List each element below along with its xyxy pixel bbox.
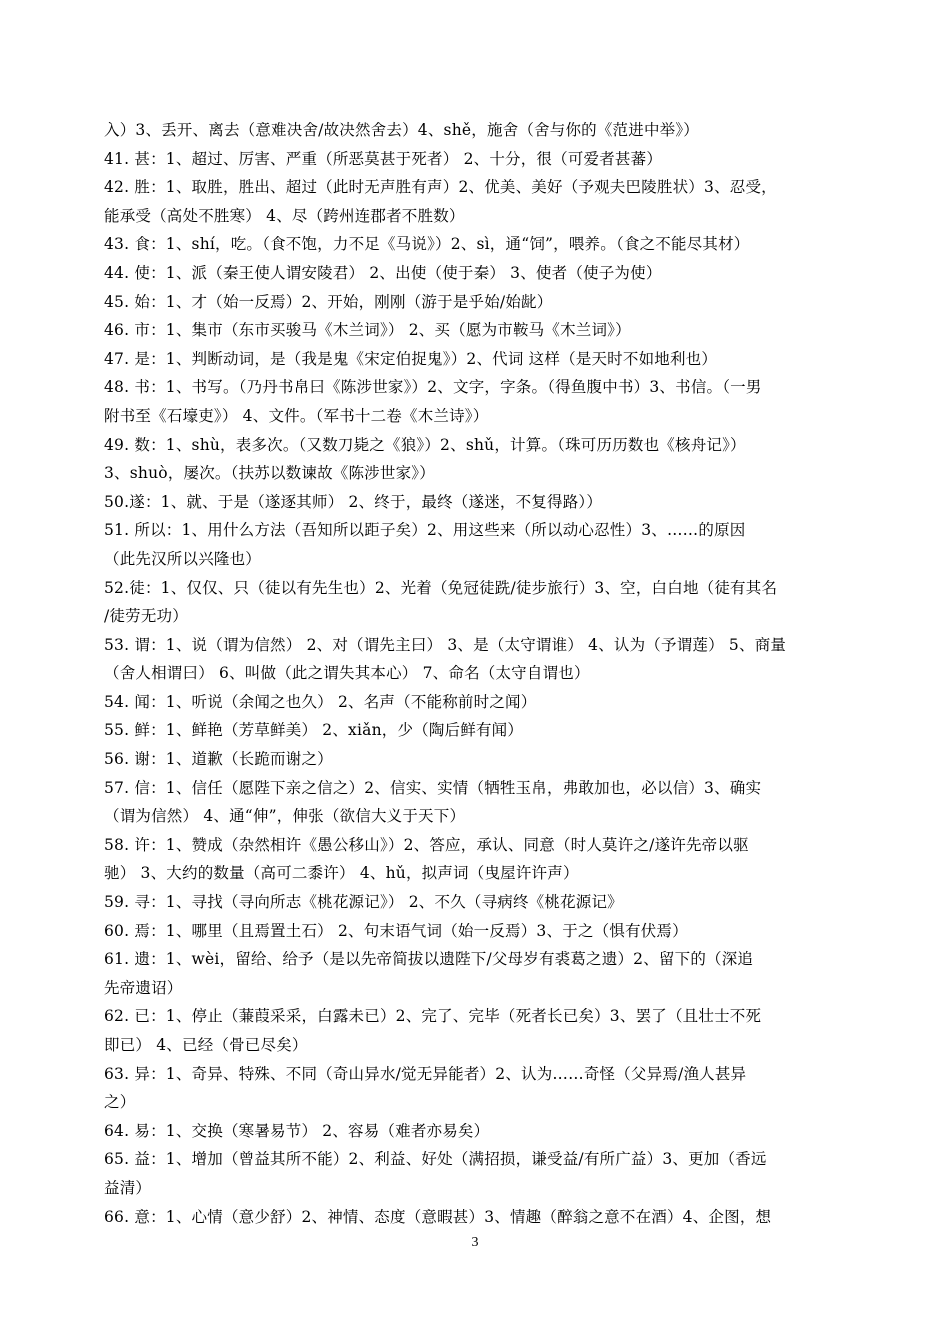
text-line: 41. 甚：1、超过、厉害、严重（所恶莫甚于死者） 2、十分，很（可爱者甚蕃） bbox=[104, 149, 663, 168]
text-line: 之） bbox=[104, 1093, 136, 1112]
body-text bbox=[104, 116, 850, 1231]
text-line: 先帝遗诏） bbox=[104, 978, 183, 997]
text-line: 63. 异：1、奇异、特殊、不同（奇山异水/觉无异能者）2、认为……奇怪（父异焉/渔人甚异 bbox=[104, 1064, 747, 1083]
text-line: 附书至《石壕吏》） 4、文件。（军书十二卷《木兰诗》） bbox=[104, 406, 489, 425]
page-number: 3 bbox=[471, 1235, 479, 1250]
text-line: 52.徒：1、仅仅、只（徒以有先生也）2、光着（免冠徒跣/徒步旅行）3、空，白白地（徒有其名 bbox=[104, 578, 778, 597]
text-line: （舍人相谓曰） 6、叫做（此之谓失其本心） 7、命名（太守自谓也） bbox=[104, 664, 590, 683]
text-line: 入）3、丢开、离去（意难决舍/故决然舍去）4、shě，施舍（舍与你的《范进中举》） bbox=[104, 121, 700, 139]
text-line: 60. 焉：1、哪里（且焉置土石） 2、句末语气词（始一反焉）3、于之（惧有伏焉） bbox=[104, 921, 688, 940]
text-line: 57. 信：1、信任（愿陛下亲之信之）2、信实、实情（牺牲玉帛，弗敢加也，必以信）3、确实 bbox=[104, 778, 762, 797]
text-line: 45. 始：1、才（始一反焉）2、开始，刚刚（游于是乎始/始龀） bbox=[104, 292, 553, 311]
text-line: 58. 许：1、赞成（杂然相许《愚公移山》）2、答应，承认、同意（时人莫许之/遂许先帝以驱 bbox=[104, 835, 749, 854]
text-line: 43. 食：1、shí，吃。（食不饱，力不足《马说》）2、sì，通“饲”，喂养。（食之不能尽其材） bbox=[104, 235, 750, 254]
text-line: 46. 市：1、集市（东市买骏马《木兰词》） 2、买（愿为市鞍马《木兰词》） bbox=[104, 321, 631, 340]
text-line: 益清） bbox=[104, 1178, 152, 1197]
text-line: （谓为信然） 4、通“伸”，伸张（欲信大义于天下） bbox=[104, 807, 466, 826]
text-line: 61. 遗：1、wèi，留给、给予（是以先帝简拔以遗陛下/父母岁有裘葛之遗）2、留下的（深追 bbox=[104, 950, 754, 969]
text-line: 59. 寻：1、寻找（寻向所志《桃花源记》） 2、不久（寻病终《桃花源记》 bbox=[104, 893, 623, 912]
text-line: 55. 鲜：1、鲜艳（芳草鲜美） 2、xiǎn，少（陶后鲜有闻） bbox=[104, 721, 524, 740]
text-line: 53. 谓：1、说（谓为信然） 2、对（谓先主曰） 3、是（太守谓谁） 4、认为（予谓莲） 5、商量 bbox=[104, 635, 787, 654]
text-line: 即已） 4、已经（骨已尽矣） bbox=[104, 1036, 308, 1054]
text-line: 能承受（高处不胜寒） 4、尽（跨州连郡者不胜数） bbox=[104, 206, 465, 225]
text-line: 50.遂：1、就、于是（遂逐其师） 2、终于，最终（遂迷，不复得路）） bbox=[104, 492, 603, 511]
text-line: 51. 所以：1、用什么方法（吾知所以距子矣）2、用这些来（所以动心忍性）3、……的原因 bbox=[104, 521, 746, 540]
text-line: 47. 是：1、判断动词，是（我是鬼《宋定伯捉鬼》）2、代词 这样（是天时不如地利也） bbox=[104, 349, 718, 368]
text-line: 44. 使：1、派（秦王使人谓安陵君） 2、出使（使于秦） 3、使者（使子为使） bbox=[104, 263, 662, 282]
text-line: 驰） 3、大约的数量（高可二黍许） 4、hǔ，拟声词（曳屋许许声） bbox=[104, 864, 579, 883]
text-line: 48. 书：1、书写。（乃丹书帛曰《陈涉世家》）2、文字，字条。（得鱼腹中书）3、书信。（一男 bbox=[104, 378, 762, 397]
text-line: 3、shuò，屡次。（扶苏以数谏故《陈涉世家》） bbox=[104, 464, 435, 483]
text-line: 42. 胜：1、取胜，胜出、超过（此时无声胜有声）2、优美、美好（予观夫巴陵胜状）3、忍受， bbox=[104, 178, 777, 197]
text-line: 65. 益：1、增加（曾益其所不能）2、利益、好处（满招损，谦受益/有所广益）3、更加（香远 bbox=[104, 1150, 767, 1169]
text-line: 56. 谢：1、道歉（长跪而谢之） bbox=[104, 750, 333, 769]
text-line: 54. 闻：1、听说（余闻之也久） 2、名声（不能称前时之闻） bbox=[104, 692, 537, 711]
text-line: 62. 已：1、停止（蒹葭采采，白露未已）2、完了、完毕（死者长已矣）3、罢了（且壮士不死 bbox=[104, 1007, 762, 1026]
text-line: 66. 意：1、心情（意少舒）2、神情、态度（意暇甚）3、情趣（醉翁之意不在酒）4、企图，想 bbox=[104, 1207, 772, 1226]
text-line: （此先汉所以兴隆也） bbox=[104, 549, 262, 568]
text-line: 49. 数：1、shù，表多次。（又数刀毙之《狼》）2、shǔ，计算。（珠可历历数也《核舟记》） bbox=[104, 435, 746, 454]
text-line: 64. 易：1、交换（寒暑易节） 2、容易（难者亦易矣） bbox=[104, 1121, 490, 1140]
text-line: /徒劳无功） bbox=[104, 607, 188, 626]
